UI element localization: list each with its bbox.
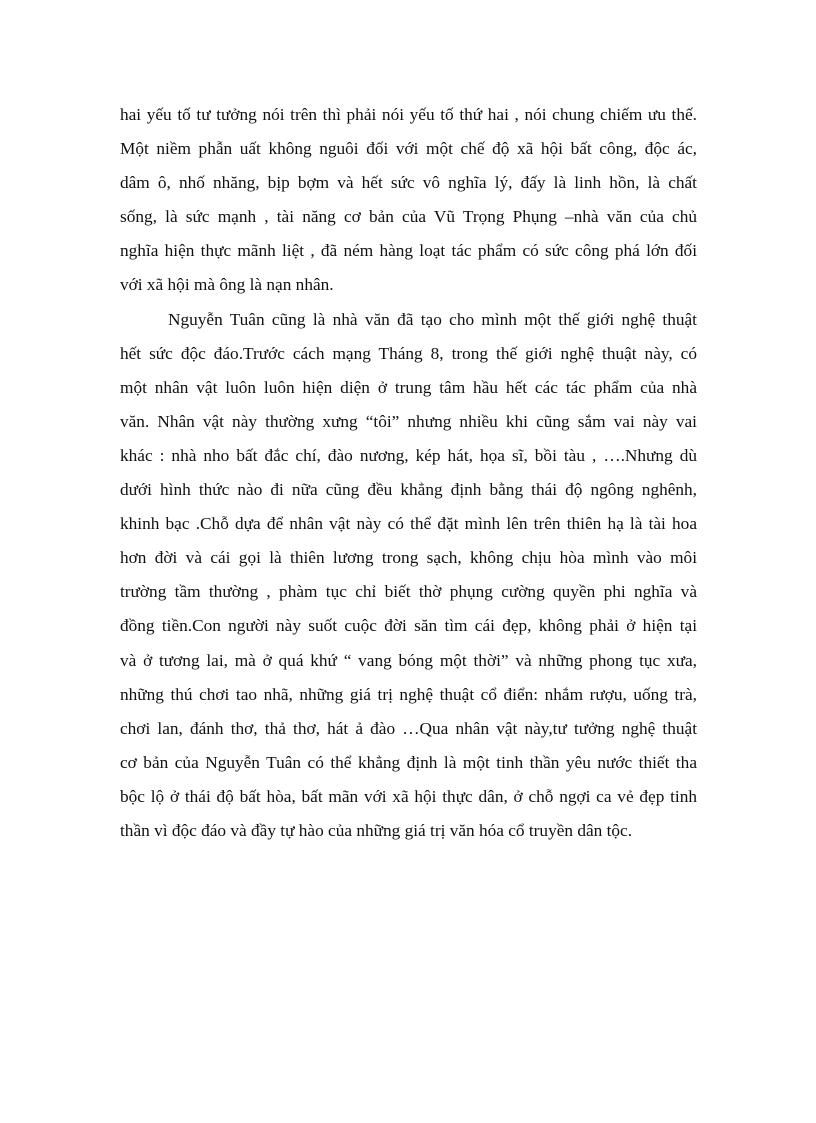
text-line: và ở tương lai, mà ở quá khứ “ vang bóng một thời” và những phong tục xưa,: [120, 650, 697, 670]
text-line: hơn đời và cái gọi là thiên lương trong sạch, không chịu hòa mình vào môi: [120, 548, 697, 568]
text-line: những thú chơi tao nhã, những giá trị nghệ thuật cổ điển: nhắm rượu, uống trà,: [120, 684, 697, 704]
text-line: khác : nhà nho bất đắc chí, đào nương, kép hát, họa sĩ, bồi tàu , ….Nhưng dù: [120, 445, 697, 465]
text-line: đồng tiền.Con người này suốt cuộc đời săn tìm cái đẹp, không phải ở hiện tại: [120, 616, 697, 636]
text-line: hết sức độc đáo.Trước cách mạng Tháng 8, trong thế giới nghệ thuật này, có: [120, 343, 697, 363]
text-line: thần vì độc đáo và đầy tự hào của những giá trị văn hóa cổ truyền dân tộc.: [120, 820, 633, 840]
text-line: Một niềm phẫn uất không nguôi đối với một chế độ xã hội bất công, độc ác,: [120, 139, 697, 159]
text-line: Nguyễn Tuân cũng là nhà văn đã tạo cho mình một thế giới nghệ thuật: [168, 309, 697, 329]
paragraph-1: [120, 98, 697, 303]
text-line: với xã hội mà ông là nạn nhân.: [120, 275, 334, 295]
text-line: bộc lộ ở thái độ bất hòa, bất mãn với xã hội thực dân, ở chỗ ngợi ca vẻ đẹp tinh: [120, 786, 697, 806]
body-text: [120, 98, 697, 848]
text-line: khinh bạc .Chỗ dựa để nhân vật này có thể đặt mình lên trên thiên hạ là tài hoa: [120, 514, 697, 534]
text-line: sống, là sức mạnh , tài năng cơ bản của Vũ Trọng Phụng –nhà văn của chủ: [120, 207, 697, 227]
text-line: cơ bản của Nguyễn Tuân có thể khẳng định là một tinh thần yêu nước thiết tha: [120, 752, 697, 772]
text-line: một nhân vật luôn luôn hiện diện ở trung tâm hầu hết các tác phẩm của nhà: [120, 377, 697, 397]
text-line: trường tầm thường , phàm tục chỉ biết thờ phụng cường quyền phi nghĩa và: [120, 582, 697, 602]
paragraph-2: [120, 303, 697, 849]
text-line: dưới hình thức nào đi nữa cũng đều khẳng định bằng thái độ ngông nghênh,: [120, 480, 697, 500]
text-line: nghĩa hiện thực mãnh liệt , đã ném hàng loạt tác phẩm có sức công phá lớn đối: [120, 241, 697, 261]
text-line: dâm ô, nhố nhăng, bịp bợm và hết sức vô nghĩa lý, đấy là linh hồn, là chất: [120, 173, 697, 193]
text-line: hai yếu tố tư tưởng nói trên thì phải nói yếu tố thứ hai , nói chung chiếm ưu thế.: [120, 105, 697, 124]
text-line: văn. Nhân vật này thường xưng “tôi” nhưng nhiều khi cũng sắm vai này vai: [120, 411, 697, 431]
text-line: chơi lan, đánh thơ, thả thơ, hát ả đào …Qua nhân vật này,tư tưởng nghệ thuật: [120, 718, 697, 738]
